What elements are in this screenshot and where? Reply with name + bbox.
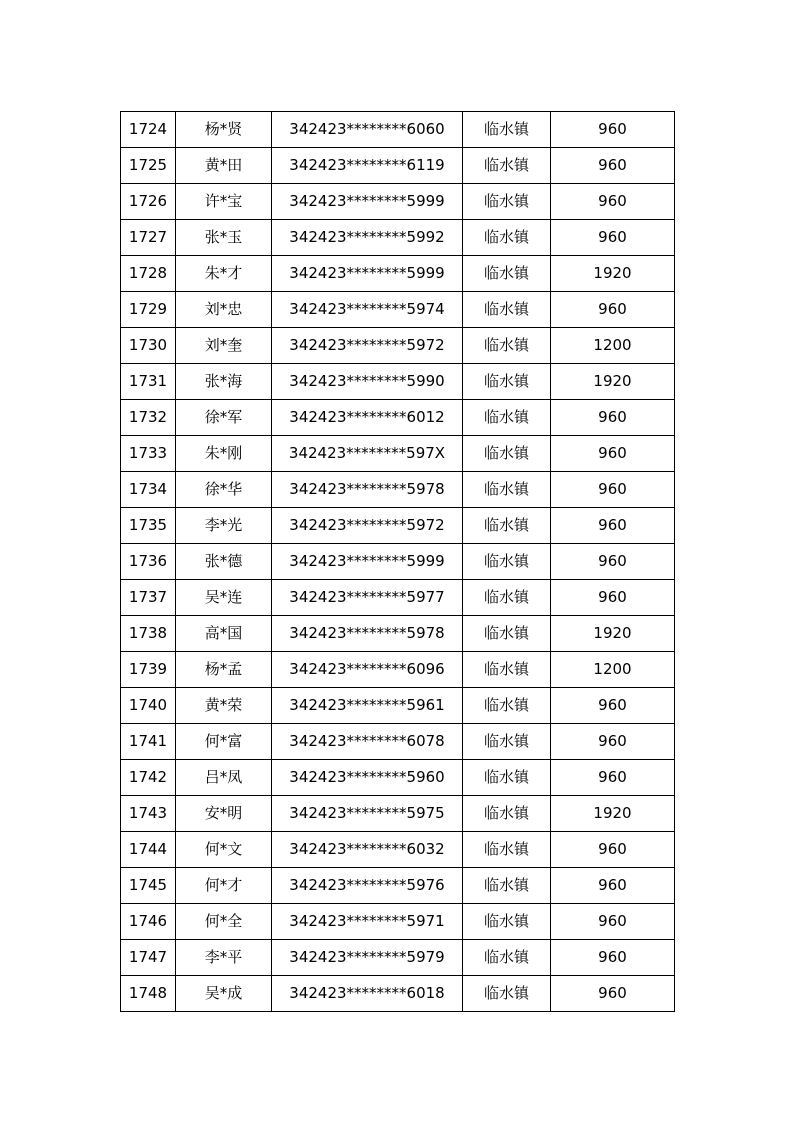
table-row [121,796,675,832]
id-number-cell: 342423********5999 [272,184,463,220]
town-cell: 临水镇 [463,652,551,688]
id-number-cell: 342423********5960 [272,760,463,796]
id-number-cell: 342423********6078 [272,724,463,760]
row-number-cell: 1737 [121,580,176,616]
row-number-cell: 1732 [121,400,176,436]
id-number-cell: 342423********5977 [272,580,463,616]
row-number-cell: 1741 [121,724,176,760]
town-cell: 临水镇 [463,796,551,832]
name-cell: 徐*华 [176,472,272,508]
town-cell: 临水镇 [463,580,551,616]
row-number-cell: 1740 [121,688,176,724]
table-row [121,220,675,256]
town-cell: 临水镇 [463,184,551,220]
table-row [121,832,675,868]
town-cell: 临水镇 [463,328,551,364]
table-row [121,328,675,364]
id-number-cell: 342423********5975 [272,796,463,832]
table-row [121,400,675,436]
town-cell: 临水镇 [463,976,551,1012]
row-number-cell: 1731 [121,364,176,400]
town-cell: 临水镇 [463,760,551,796]
table-row [121,760,675,796]
row-number-cell: 1736 [121,544,176,580]
row-number-cell: 1729 [121,292,176,328]
id-number-cell: 342423********5974 [272,292,463,328]
id-number-cell: 342423********5972 [272,508,463,544]
town-cell: 临水镇 [463,148,551,184]
name-cell: 刘*奎 [176,328,272,364]
amount-cell: 960 [551,148,675,184]
row-number-cell: 1744 [121,832,176,868]
row-number-cell: 1739 [121,652,176,688]
table-row [121,724,675,760]
name-cell: 何*文 [176,832,272,868]
town-cell: 临水镇 [463,616,551,652]
record-table [120,111,675,1012]
name-cell: 黄*田 [176,148,272,184]
town-cell: 临水镇 [463,868,551,904]
id-number-cell: 342423********5976 [272,868,463,904]
amount-cell: 960 [551,220,675,256]
name-cell: 李*光 [176,508,272,544]
amount-cell: 960 [551,400,675,436]
amount-cell: 960 [551,292,675,328]
table-row [121,472,675,508]
name-cell: 吕*凤 [176,760,272,796]
row-number-cell: 1725 [121,148,176,184]
row-number-cell: 1727 [121,220,176,256]
row-number-cell: 1738 [121,616,176,652]
id-number-cell: 342423********6119 [272,148,463,184]
row-number-cell: 1746 [121,904,176,940]
table-row [121,292,675,328]
amount-cell: 960 [551,868,675,904]
id-number-cell: 342423********5999 [272,544,463,580]
amount-cell: 960 [551,976,675,1012]
name-cell: 何*富 [176,724,272,760]
table-row [121,616,675,652]
table-row [121,436,675,472]
id-number-cell: 342423********6032 [272,832,463,868]
table-row [121,112,675,148]
town-cell: 临水镇 [463,436,551,472]
name-cell: 刘*忠 [176,292,272,328]
table-row [121,184,675,220]
town-cell: 临水镇 [463,904,551,940]
amount-cell: 960 [551,472,675,508]
town-cell: 临水镇 [463,544,551,580]
table-row [121,940,675,976]
table-row [121,508,675,544]
table-body [121,112,675,1012]
name-cell: 杨*孟 [176,652,272,688]
row-number-cell: 1734 [121,472,176,508]
table-row [121,544,675,580]
row-number-cell: 1745 [121,868,176,904]
town-cell: 临水镇 [463,364,551,400]
amount-cell: 960 [551,544,675,580]
id-number-cell: 342423********5978 [272,616,463,652]
town-cell: 临水镇 [463,688,551,724]
table-row [121,580,675,616]
table-row [121,688,675,724]
id-number-cell: 342423********5972 [272,328,463,364]
town-cell: 临水镇 [463,832,551,868]
name-cell: 高*国 [176,616,272,652]
row-number-cell: 1730 [121,328,176,364]
town-cell: 临水镇 [463,940,551,976]
id-number-cell: 342423********5999 [272,256,463,292]
amount-cell: 1200 [551,652,675,688]
town-cell: 临水镇 [463,292,551,328]
amount-cell: 960 [551,724,675,760]
row-number-cell: 1735 [121,508,176,544]
town-cell: 临水镇 [463,400,551,436]
name-cell: 朱*刚 [176,436,272,472]
table-row [121,364,675,400]
table-row [121,976,675,1012]
id-number-cell: 342423********6096 [272,652,463,688]
table-row [121,904,675,940]
amount-cell: 960 [551,508,675,544]
name-cell: 何*全 [176,904,272,940]
id-number-cell: 342423********5978 [272,472,463,508]
id-number-cell: 342423********5961 [272,688,463,724]
table-row [121,652,675,688]
table-row [121,148,675,184]
row-number-cell: 1742 [121,760,176,796]
amount-cell: 1920 [551,796,675,832]
name-cell: 徐*军 [176,400,272,436]
amount-cell: 960 [551,436,675,472]
row-number-cell: 1728 [121,256,176,292]
town-cell: 临水镇 [463,508,551,544]
name-cell: 张*德 [176,544,272,580]
town-cell: 临水镇 [463,256,551,292]
name-cell: 张*海 [176,364,272,400]
row-number-cell: 1726 [121,184,176,220]
id-number-cell: 342423********5992 [272,220,463,256]
town-cell: 临水镇 [463,724,551,760]
amount-cell: 960 [551,184,675,220]
town-cell: 临水镇 [463,472,551,508]
amount-cell: 1920 [551,256,675,292]
name-cell: 吴*连 [176,580,272,616]
name-cell: 朱*才 [176,256,272,292]
id-number-cell: 342423********6018 [272,976,463,1012]
name-cell: 许*宝 [176,184,272,220]
name-cell: 黄*荣 [176,688,272,724]
table-row [121,256,675,292]
id-number-cell: 342423********5990 [272,364,463,400]
amount-cell: 960 [551,688,675,724]
amount-cell: 1920 [551,616,675,652]
row-number-cell: 1733 [121,436,176,472]
town-cell: 临水镇 [463,220,551,256]
name-cell: 吴*成 [176,976,272,1012]
amount-cell: 960 [551,940,675,976]
table-row [121,868,675,904]
amount-cell: 1920 [551,364,675,400]
id-number-cell: 342423********597X [272,436,463,472]
amount-cell: 960 [551,904,675,940]
amount-cell: 960 [551,760,675,796]
name-cell: 何*才 [176,868,272,904]
amount-cell: 960 [551,112,675,148]
name-cell: 张*玉 [176,220,272,256]
row-number-cell: 1743 [121,796,176,832]
row-number-cell: 1748 [121,976,176,1012]
row-number-cell: 1747 [121,940,176,976]
town-cell: 临水镇 [463,112,551,148]
amount-cell: 960 [551,832,675,868]
id-number-cell: 342423********5971 [272,904,463,940]
amount-cell: 960 [551,580,675,616]
row-number-cell: 1724 [121,112,176,148]
id-number-cell: 342423********6012 [272,400,463,436]
name-cell: 李*平 [176,940,272,976]
name-cell: 杨*贤 [176,112,272,148]
id-number-cell: 342423********5979 [272,940,463,976]
id-number-cell: 342423********6060 [272,112,463,148]
name-cell: 安*明 [176,796,272,832]
amount-cell: 1200 [551,328,675,364]
